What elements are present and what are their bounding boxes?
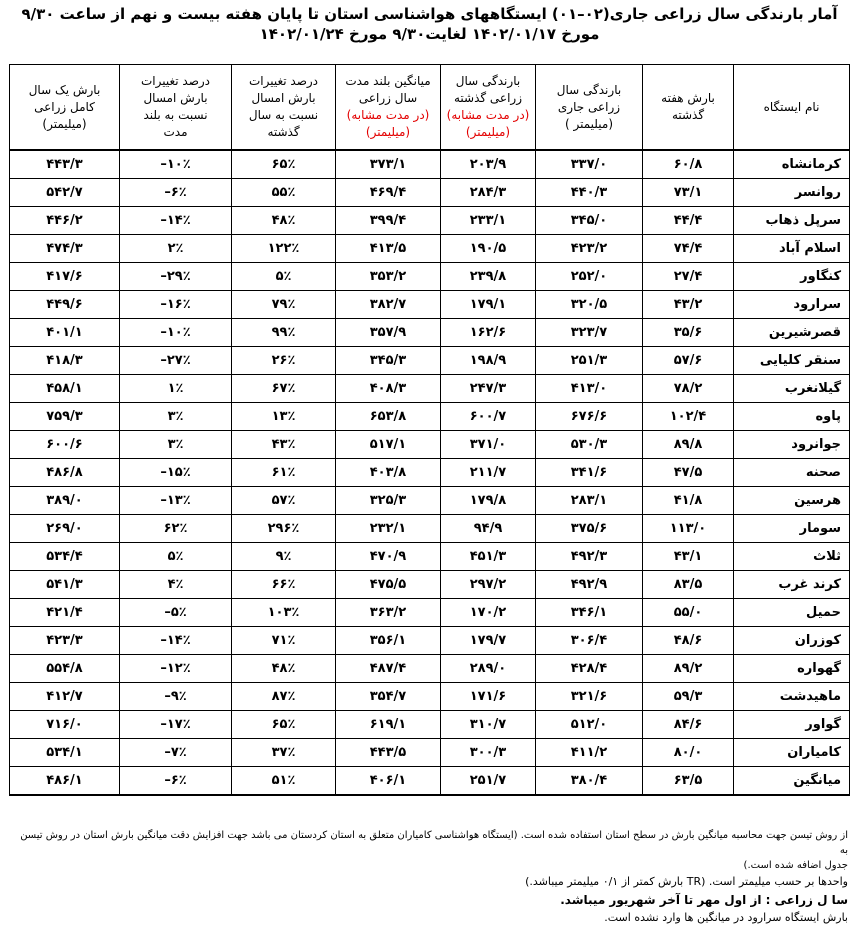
cell-current-year: ۳۴۱/۶ [536,459,643,487]
cell-full-year: ۷۱۶/۰ [10,711,120,739]
cell-full-year: ۴۵۸/۱ [10,375,120,403]
cell-current-year: ۳۴۵/۰ [536,207,643,235]
cell-long-term: ۵۱۷/۱ [336,431,441,459]
cell-change-last-year: ۹۹٪ [232,319,336,347]
header-full-year: بارش یک سال کامل زراعی (میلیمتر) [10,65,120,151]
note-units: واحدها بر حسب میلیمتر است. (TR بارش کمتر از ۰/۱ میلیمتر میباشد.) [525,875,848,888]
header-last-week: بارش هفته گذشته [643,65,734,151]
cell-change-last-year: ۱۰۳٪ [232,599,336,627]
cell-change-long-term: ۱۴٪– [120,627,232,655]
cell-last-week: ۱۱۳/۰ [643,515,734,543]
title-line-2: مورخ ۱۴۰۲/۰۱/۱۷ لغایت۹/۳۰ مورخ ۱۴۰۲/۰۱/۲۴ [259,25,600,43]
cell-current-year: ۳۲۱/۶ [536,683,643,711]
cell-change-last-year: ۵۷٪ [232,487,336,515]
cell-station: سرپل ذهاب [734,207,850,235]
cell-last-week: ۴۴/۴ [643,207,734,235]
cell-long-term: ۳۷۳/۱ [336,150,441,179]
cell-full-year: ۵۴۲/۷ [10,179,120,207]
table-row [10,403,850,431]
cell-change-last-year: ۷۹٪ [232,291,336,319]
cell-current-year: ۳۰۶/۴ [536,627,643,655]
cell-full-year: ۴۰۱/۱ [10,319,120,347]
table-row [10,291,850,319]
cell-current-year: ۴۱۳/۰ [536,375,643,403]
cell-last-week: ۴۸/۶ [643,627,734,655]
cell-change-last-year: ۶۱٪ [232,459,336,487]
cell-change-long-term: ۱٪ [120,375,232,403]
cell-long-term: ۴۷۰/۹ [336,543,441,571]
cell-station: سرارود [734,291,850,319]
cell-full-year: ۴۸۶/۱ [10,767,120,796]
cell-full-year: ۲۶۹/۰ [10,515,120,543]
cell-change-last-year: ۶۵٪ [232,711,336,739]
cell-long-term: ۴۸۷/۴ [336,655,441,683]
cell-change-long-term: ۲۷٪– [120,347,232,375]
report-title [0,4,859,44]
table-row [10,179,850,207]
cell-last-week: ۱۰۲/۴ [643,403,734,431]
cell-station: روانسر [734,179,850,207]
cell-last-week: ۶۰/۸ [643,150,734,179]
cell-change-long-term: ۳٪ [120,431,232,459]
cell-change-long-term: ۱۵٪– [120,459,232,487]
cell-last-year: ۲۳۹/۸ [441,263,536,291]
cell-current-year: ۴۴۰/۳ [536,179,643,207]
cell-long-term: ۳۵۳/۲ [336,263,441,291]
cell-last-week: ۵۹/۳ [643,683,734,711]
title-line-1: آمار بارندگی سال زراعی جاری(۰۲–۰۱) ایستگاههای هواشناسی استان تا پایان هفته بیست و نهم از ساعت ۹/۳۰ [21,5,838,23]
cell-station: کامیاران [734,739,850,767]
cell-long-term: ۳۲۵/۳ [336,487,441,515]
cell-station: ثلاث [734,543,850,571]
cell-long-term: ۴۰۸/۳ [336,375,441,403]
cell-last-year: ۲۴۷/۳ [441,375,536,403]
cell-last-year: ۱۹۸/۹ [441,347,536,375]
cell-full-year: ۴۲۳/۳ [10,627,120,655]
cell-full-year: ۴۱۲/۷ [10,683,120,711]
cell-change-last-year: ۴۸٪ [232,207,336,235]
cell-change-long-term: ۶٪– [120,179,232,207]
cell-last-year: ۱۶۲/۶ [441,319,536,347]
cell-full-year: ۴۱۸/۳ [10,347,120,375]
cell-current-year: ۳۲۰/۵ [536,291,643,319]
cell-long-term: ۴۰۶/۱ [336,767,441,796]
header-row [10,65,850,151]
cell-current-year: ۴۲۳/۲ [536,235,643,263]
cell-last-year: ۶۰۰/۷ [441,403,536,431]
cell-last-year: ۲۳۳/۱ [441,207,536,235]
cell-change-last-year: ۱۳٪ [232,403,336,431]
cell-station: گیلانغرب [734,375,850,403]
cell-long-term: ۶۵۳/۸ [336,403,441,431]
cell-change-last-year: ۶۵٪ [232,150,336,179]
cell-station: قصرشیرین [734,319,850,347]
cell-last-year: ۲۹۷/۲ [441,571,536,599]
cell-current-year: ۳۷۵/۶ [536,515,643,543]
cell-last-year: ۱۷۹/۷ [441,627,536,655]
table-row [10,515,850,543]
cell-long-term: ۴۱۳/۵ [336,235,441,263]
cell-full-year: ۴۱۷/۶ [10,263,120,291]
cell-last-week: ۷۴/۴ [643,235,734,263]
cell-long-term: ۴۶۹/۴ [336,179,441,207]
cell-last-week: ۳۵/۶ [643,319,734,347]
header-last-year: بارندگی سال زراعی گذشته (در مدت مشابه) (میلیمتر) [441,65,536,151]
cell-last-week: ۴۷/۵ [643,459,734,487]
note-thiessen-cont: جدول اضافه شده است.) [743,860,848,871]
cell-change-long-term: ۱۶٪– [120,291,232,319]
cell-change-last-year: ۳۷٪ [232,739,336,767]
cell-long-term: ۲۳۲/۱ [336,515,441,543]
cell-change-last-year: ۷۱٪ [232,627,336,655]
table-row [10,543,850,571]
cell-last-week: ۸۳/۵ [643,571,734,599]
header-current-year: بارندگی سال زراعی جاری (میلیمتر ) [536,65,643,151]
cell-current-year: ۲۸۳/۱ [536,487,643,515]
table-row [10,347,850,375]
cell-change-last-year: ۴۳٪ [232,431,336,459]
cell-station: گهواره [734,655,850,683]
table-row [10,235,850,263]
cell-change-long-term: ۱۰٪– [120,150,232,179]
cell-current-year: ۳۴۶/۱ [536,599,643,627]
cell-last-year: ۱۹۰/۵ [441,235,536,263]
footnotes [10,828,848,927]
cell-change-last-year: ۸۷٪ [232,683,336,711]
cell-last-week: ۴۱/۸ [643,487,734,515]
table-row [10,207,850,235]
cell-change-long-term: ۲٪ [120,235,232,263]
cell-full-year: ۶۰۰/۶ [10,431,120,459]
table-row [10,319,850,347]
cell-change-last-year: ۹٪ [232,543,336,571]
cell-full-year: ۴۴۳/۳ [10,150,120,179]
cell-last-year: ۲۵۱/۷ [441,767,536,796]
cell-last-week: ۴۳/۱ [643,543,734,571]
cell-last-year: ۱۷۰/۲ [441,599,536,627]
cell-station: صحنه [734,459,850,487]
cell-current-year: ۴۲۸/۴ [536,655,643,683]
table-row [10,655,850,683]
cell-change-last-year: ۲۶٪ [232,347,336,375]
header-change-last-year: درصد تغییرات بارش امسال نسبت به سال گذشته [232,65,336,151]
note-water-year: سا ل زراعی : از اول مهر تا آخر شهریور میباشد. [560,893,848,907]
cell-change-long-term: ۲۹٪– [120,263,232,291]
cell-last-year: ۳۷۱/۰ [441,431,536,459]
cell-long-term: ۳۹۹/۴ [336,207,441,235]
cell-change-long-term: ۶۲٪ [120,515,232,543]
cell-station: گواور [734,711,850,739]
table-row [10,599,850,627]
cell-current-year: ۲۵۱/۳ [536,347,643,375]
cell-station: کرمانشاه [734,150,850,179]
note-thiessen: از روش تیسن جهت محاسبه میانگین بارش در سطح استان استفاده شده است. (ایستگاه هواشناسی کامیاران متعلق به استان کردستان می باشد جهت افزایش دقت میانگین بارش استان در روش تیسن به [20,830,848,856]
cell-last-year: ۲۰۳/۹ [441,150,536,179]
cell-full-year: ۷۵۹/۳ [10,403,120,431]
cell-change-last-year: ۵۱٪ [232,767,336,796]
cell-long-term: ۳۶۳/۲ [336,599,441,627]
cell-last-week: ۶۳/۵ [643,767,734,796]
cell-last-year: ۲۸۹/۰ [441,655,536,683]
table-row [10,487,850,515]
cell-change-long-term: ۹٪– [120,683,232,711]
cell-change-last-year: ۴۸٪ [232,655,336,683]
cell-last-week: ۸۴/۶ [643,711,734,739]
cell-long-term: ۳۸۲/۷ [336,291,441,319]
table-row [10,375,850,403]
cell-station: کنگاور [734,263,850,291]
cell-long-term: ۳۴۵/۳ [336,347,441,375]
cell-change-last-year: ۲۹۶٪ [232,515,336,543]
table-row [10,739,850,767]
table-row [10,571,850,599]
cell-last-year: ۴۵۱/۳ [441,543,536,571]
rainfall-table [9,64,850,796]
cell-last-year: ۲۱۱/۷ [441,459,536,487]
cell-change-long-term: ۱۲٪– [120,655,232,683]
cell-change-long-term: ۳٪ [120,403,232,431]
cell-station: سنقر کلیایی [734,347,850,375]
table-row [10,711,850,739]
cell-last-year: ۱۷۱/۶ [441,683,536,711]
cell-last-year: ۹۴/۹ [441,515,536,543]
cell-long-term: ۳۵۴/۷ [336,683,441,711]
cell-change-long-term: ۱۴٪– [120,207,232,235]
cell-last-year: ۳۱۰/۷ [441,711,536,739]
table-row [10,767,850,796]
cell-full-year: ۴۴۹/۶ [10,291,120,319]
cell-long-term: ۴۷۵/۵ [336,571,441,599]
cell-station: هرسین [734,487,850,515]
cell-last-week: ۲۷/۴ [643,263,734,291]
cell-station: میانگین [734,767,850,796]
cell-change-long-term: ۴٪ [120,571,232,599]
cell-station: پاوه [734,403,850,431]
cell-change-long-term: ۱۳٪– [120,487,232,515]
cell-full-year: ۴۷۴/۳ [10,235,120,263]
cell-full-year: ۵۵۴/۸ [10,655,120,683]
cell-change-long-term: ۱۰٪– [120,319,232,347]
cell-last-year: ۱۷۹/۱ [441,291,536,319]
cell-last-year: ۳۰۰/۳ [441,739,536,767]
cell-long-term: ۳۵۶/۱ [336,627,441,655]
cell-station: اسلام آباد [734,235,850,263]
cell-station: جوانرود [734,431,850,459]
cell-change-long-term: ۵٪– [120,599,232,627]
cell-last-week: ۷۸/۲ [643,375,734,403]
cell-current-year: ۳۲۳/۷ [536,319,643,347]
header-station: نام ایستگاه [734,65,850,151]
cell-current-year: ۵۱۲/۰ [536,711,643,739]
cell-current-year: ۳۸۰/۴ [536,767,643,796]
cell-long-term: ۴۰۳/۸ [336,459,441,487]
table-row [10,150,850,179]
table-row [10,263,850,291]
cell-current-year: ۲۵۲/۰ [536,263,643,291]
header-change-long-term: درصد تغییرات بارش امسال نسبت به بلند مدت [120,65,232,151]
cell-station: سومار [734,515,850,543]
cell-long-term: ۶۱۹/۱ [336,711,441,739]
cell-current-year: ۴۱۱/۲ [536,739,643,767]
cell-change-last-year: ۱۲۲٪ [232,235,336,263]
cell-last-year: ۱۷۹/۸ [441,487,536,515]
header-long-term: میانگین بلند مدت سال زراعی (در مدت مشابه) (میلیمتر) [336,65,441,151]
cell-long-term: ۴۴۳/۵ [336,739,441,767]
cell-station: ماهیدشت [734,683,850,711]
cell-change-long-term: ۱۷٪– [120,711,232,739]
table-row [10,683,850,711]
cell-last-week: ۵۷/۶ [643,347,734,375]
cell-current-year: ۵۳۰/۳ [536,431,643,459]
table-body [10,150,850,795]
cell-last-year: ۲۸۴/۳ [441,179,536,207]
cell-full-year: ۴۸۶/۸ [10,459,120,487]
cell-change-long-term: ۵٪ [120,543,232,571]
cell-change-long-term: ۷٪– [120,739,232,767]
cell-last-week: ۴۳/۲ [643,291,734,319]
table-row [10,431,850,459]
cell-full-year: ۴۲۱/۴ [10,599,120,627]
cell-last-week: ۵۵/۰ [643,599,734,627]
cell-change-last-year: ۵٪ [232,263,336,291]
cell-change-long-term: ۶٪– [120,767,232,796]
cell-full-year: ۵۳۴/۴ [10,543,120,571]
table-row [10,627,850,655]
cell-change-last-year: ۵۵٪ [232,179,336,207]
cell-full-year: ۵۳۴/۱ [10,739,120,767]
cell-last-week: ۸۰/۰ [643,739,734,767]
cell-current-year: ۶۷۶/۶ [536,403,643,431]
cell-change-last-year: ۶۶٪ [232,571,336,599]
cell-current-year: ۴۹۲/۳ [536,543,643,571]
cell-long-term: ۳۵۷/۹ [336,319,441,347]
cell-current-year: ۳۳۷/۰ [536,150,643,179]
cell-change-last-year: ۶۷٪ [232,375,336,403]
cell-last-week: ۸۹/۸ [643,431,734,459]
cell-current-year: ۴۹۲/۹ [536,571,643,599]
cell-station: حمیل [734,599,850,627]
cell-full-year: ۴۴۶/۲ [10,207,120,235]
table-row [10,459,850,487]
note-sararud: بارش ایستگاه سرارود در میانگین ها وارد نشده است. [604,911,848,924]
cell-station: کرند غرب [734,571,850,599]
cell-station: کوزران [734,627,850,655]
cell-last-week: ۷۳/۱ [643,179,734,207]
cell-full-year: ۵۴۱/۳ [10,571,120,599]
cell-last-week: ۸۹/۲ [643,655,734,683]
cell-full-year: ۳۸۹/۰ [10,487,120,515]
